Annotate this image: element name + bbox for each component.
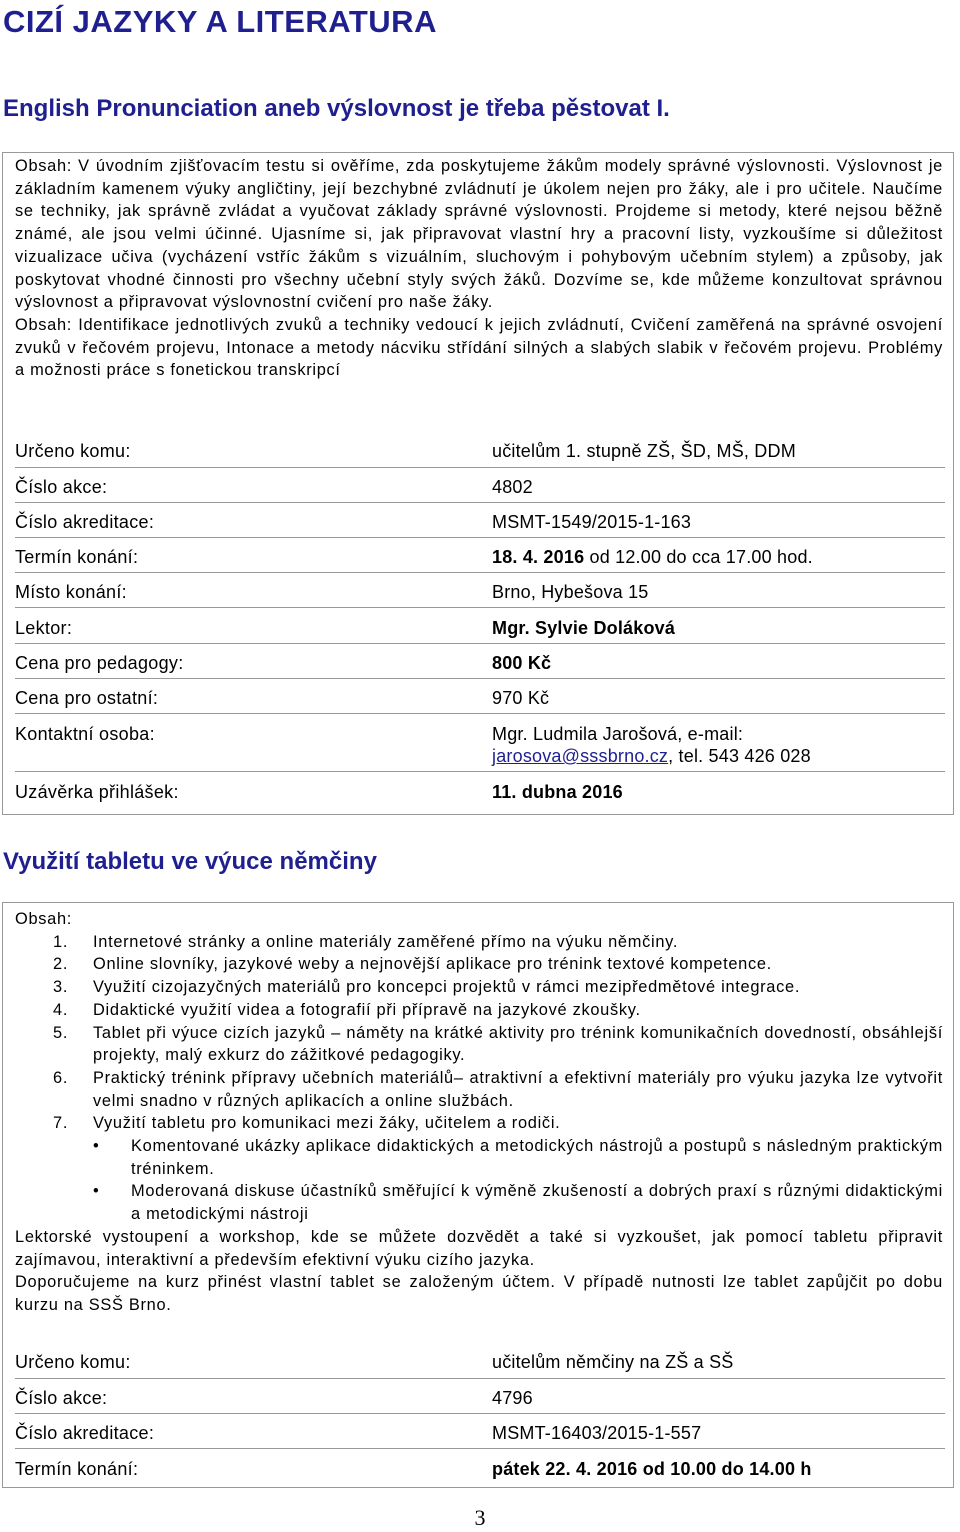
detail-value: Mgr. Sylvie Doláková <box>492 618 676 638</box>
closing-paragraph: Doporučujeme na kurz přinést vlastní tablet se založeným účtem. V případě nutnosti lze tablet zapůjčit po dobu kurzu na SSŠ Brno. <box>15 1273 943 1314</box>
section-title: CIZÍ JAZYKY A LITERATURA <box>3 4 437 39</box>
course-box-german-tablet <box>2 902 954 1488</box>
divider <box>15 1378 945 1379</box>
detail-value: učitelům 1. stupně ZŠ, ŠD, MŠ, DDM <box>492 441 796 461</box>
list-item <box>15 1112 943 1135</box>
detail-label: Číslo akce: <box>15 477 108 497</box>
detail-label: Termín konání: <box>15 1459 139 1479</box>
divider <box>15 607 945 608</box>
detail-label: Termín konání: <box>15 547 139 567</box>
detail-value: 4796 <box>492 1388 533 1408</box>
detail-label: Kontaktní osoba: <box>15 724 155 744</box>
course-box-english <box>2 152 954 815</box>
detail-value: 970 Kč <box>492 688 550 708</box>
detail-value <box>492 546 813 568</box>
divider <box>15 771 945 772</box>
detail-row-deadline <box>15 781 945 815</box>
detail-row-action-number <box>15 476 945 510</box>
list-item <box>15 1067 943 1112</box>
list-text: Online slovníky, jazykové weby a nejnovější aplikace pro trénink textové kompetence. <box>93 955 772 974</box>
course-details <box>15 1351 945 1486</box>
detail-row-accreditation <box>15 511 945 545</box>
list-text: Využití tabletu pro komunikaci mezi žáky, učitelem a rodiči. <box>93 1114 561 1133</box>
course-content <box>15 908 943 1317</box>
divider <box>15 1448 945 1449</box>
detail-row-price-others <box>15 687 945 721</box>
detail-row-target <box>15 440 945 474</box>
bullet-text: Moderovaná diskuse účastníků směřující k výměně zkušeností a dobrých praxí s různými didaktickými a metodickými nástroji <box>131 1182 943 1224</box>
detail-row-lecturer <box>15 617 945 651</box>
detail-value <box>492 723 811 767</box>
list-text: Internetové stránky a online materiály zaměřené přímo na výuku němčiny. <box>93 932 679 951</box>
detail-label: Určeno komu: <box>15 441 131 461</box>
divider <box>15 1413 945 1414</box>
divider <box>15 502 945 503</box>
detail-row-price-teachers <box>15 652 945 686</box>
contact-name: Mgr. Ludmila Jarošová, e-mail: <box>492 724 744 744</box>
list-item <box>15 1022 943 1067</box>
divider <box>15 713 945 714</box>
course-title-english: English Pronunciation aneb výslovnost je třeba pěstovat I. <box>3 95 670 122</box>
course-details <box>15 440 945 810</box>
bullet-icon: • <box>93 1182 100 1201</box>
detail-value: 800 Kč <box>492 653 552 673</box>
list-item <box>15 953 943 976</box>
list-number: 5. <box>53 1023 69 1042</box>
detail-value: pátek 22. 4. 2016 od 10.00 do 14.00 h <box>492 1459 812 1479</box>
course-title-german-tablet: Využití tabletu ve výuce němčiny <box>3 848 377 875</box>
divider <box>15 678 945 679</box>
closing-paragraph: Lektorské vystoupení a workshop, kde se můžete dozvědět a také si vyzkoušet, jak pomocí tabletu připravit zajímavou, interaktivní a především efektivní výuku cizího jazyka. <box>15 1227 943 1269</box>
detail-label: Číslo akce: <box>15 1388 108 1408</box>
date-bold: 18. 4. 2016 <box>492 547 585 567</box>
bullet-item <box>15 1135 943 1180</box>
course-content-paragraph: Obsah: V úvodním zjišťovacím testu si ověříme, zda poskytujeme žákům modely správné výslovnosti. Výslovnost je základním kamenem výuky angličtiny, její bezchybné zvládnutí je úkolem nejen pro žáky, ale i pro učitele. Naučíme se techniky, jak správně zvládat a vyučovat základy správné výslovnosti. Projdeme si metody, které nejsou běžně známé, ale jsou velmi účinné. Ujasníme si, jak připravovat vlastní hry a pracovní listy, vyzkoušíme si důležitost vizualizace učiva (vycházení vstříc žákům s vizuálním, sluchovým i pohybovým učebním stylem) a způsoby, jak poskytovat vhodné činnosti pro všechny učební styly svých žáků. Dozvíme se, kde můžeme konzultovat správnou výslovnost a připravovat výslovnostní cvičení pro naše žáky. <box>15 157 943 312</box>
detail-row-contact <box>15 723 945 775</box>
detail-row-date <box>15 1458 945 1492</box>
detail-label: Lektor: <box>15 618 73 638</box>
divider <box>15 467 945 468</box>
divider <box>15 643 945 644</box>
divider <box>15 537 945 538</box>
detail-value: MSMT-1549/2015-1-163 <box>492 512 692 532</box>
bullet-item <box>15 1180 943 1225</box>
list-number: 7. <box>53 1114 69 1133</box>
detail-value: MSMT-16403/2015-1-557 <box>492 1423 702 1443</box>
content-list <box>15 931 943 1135</box>
bullet-list <box>15 1135 943 1226</box>
detail-label: Cena pro ostatní: <box>15 688 159 708</box>
detail-value: Brno, Hybešova 15 <box>492 582 649 602</box>
bullet-text: Komentované ukázky aplikace didaktických a metodických nástrojů a postupů s následným praktickým tréninkem. <box>131 1137 943 1178</box>
detail-label: Cena pro pedagogy: <box>15 653 184 673</box>
list-text: Využití cizojazyčných materiálů pro koncepci projektů v rámci mezipředmětové integrace. <box>93 978 801 997</box>
detail-value: 11. dubna 2016 <box>492 782 623 802</box>
contact-phone: , tel. 543 426 028 <box>668 746 811 766</box>
list-text: Tablet při výuce cizích jazyků – náměty na krátké aktivity pro trénink komunikačních dovedností, obsáhlejší projekty, malý exkurz do zážitkové pedagogiky. <box>93 1023 943 1065</box>
list-item <box>15 976 943 999</box>
detail-value: učitelům němčiny na ZŠ a SŠ <box>492 1352 734 1372</box>
detail-label: Číslo akreditace: <box>15 1423 155 1443</box>
date-rest: od 12.00 do cca 17.00 hod. <box>584 547 813 567</box>
list-text: Didaktické využití videa a fotografií při přípravě na jazykové zkoušky. <box>93 1000 641 1019</box>
detail-label: Místo konání: <box>15 582 127 602</box>
list-number: 1. <box>53 932 69 951</box>
detail-row-venue <box>15 581 945 615</box>
list-number: 2. <box>53 955 69 974</box>
contact-email-link[interactable]: jarosova@sssbrno.cz <box>492 746 669 766</box>
detail-value: 4802 <box>492 477 533 497</box>
detail-row-date <box>15 546 945 580</box>
content-label: Obsah: <box>15 910 73 928</box>
detail-row-accreditation <box>15 1422 945 1456</box>
list-text: Praktický trénink přípravy učebních materiálů– atraktivní a efektivní materiály pro výuku jazyka lze vytvořit velmi snadno v různých aplikacích a online službách. <box>93 1068 943 1110</box>
detail-label: Určeno komu: <box>15 1352 131 1372</box>
list-item <box>15 999 943 1022</box>
divider <box>15 572 945 573</box>
page-number: 3 <box>474 1505 486 1530</box>
list-number: 3. <box>53 978 69 997</box>
bullet-icon: • <box>93 1137 100 1156</box>
course-content-paragraph: Obsah: Identifikace jednotlivých zvuků a techniky vedoucí k jejich zvládnutí, Cvičení zaměřená na správné osvojení zvuků v řečovém projevu, Intonace a metody nácviku střídání silných a slabých slabik v řečovém projevu. Problémy a možnosti práce s fonetickou transkripcí <box>15 315 943 380</box>
list-number: 4. <box>53 1000 69 1019</box>
detail-row-target <box>15 1351 945 1385</box>
list-item <box>15 931 943 954</box>
list-number: 6. <box>53 1068 69 1087</box>
detail-label: Uzávěrka přihlášek: <box>15 782 179 802</box>
detail-label: Číslo akreditace: <box>15 512 155 532</box>
detail-row-action-number <box>15 1387 945 1421</box>
